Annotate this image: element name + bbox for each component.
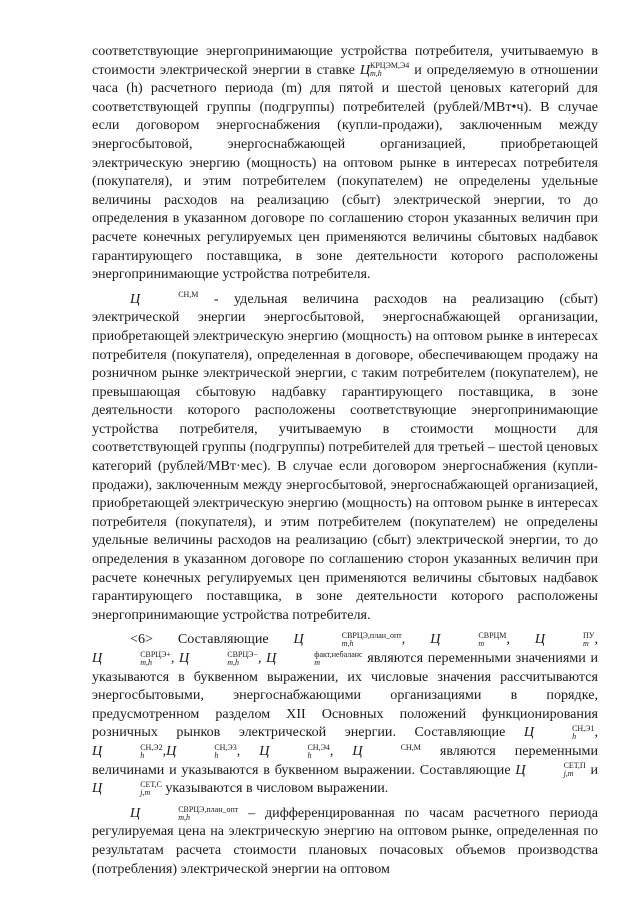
symbol-superscript: КРЦЭМ,Э4: [370, 61, 410, 71]
symbol-superscript: СВРЦЭ,план_опт: [178, 804, 239, 814]
document-body: [92, 42, 598, 878]
text-run: <6> Составляющие: [130, 631, 294, 648]
symbol-superscript: СН,Э1: [572, 724, 595, 734]
symbol-base: Ц: [352, 742, 363, 759]
symbol-subscript: m: [583, 639, 589, 649]
symbol-superscript: СН,Э4: [307, 742, 330, 752]
text-run: указываются в числовом выражении.: [161, 780, 389, 797]
symbol-base: Ц: [179, 650, 190, 666]
text-run: ,: [257, 650, 267, 666]
text-run: и определяемую в отношении часа (h) расчетного периода (m) для пятой и шестой ценовых категорий для соответствующей группы (подгруппы) потребителей (рублей/МВт•ч). В случае если договором энергоснабжения (купли-продажи), заключенным между энергосбытовой, энергоснабжающей организацией, приобретающей электрическую энергию (мощность) на оптовом рынке в интересах потребителя (покупателя), и этим потребителем (покупателем) не определены удельные величины расходов на реализацию (сбыт) электрической энергии, то до определения в указанном договоре по соглашению сторон указанных величин при расчете конечных регулируемых цен применяются величины сбытовых надбавок гарантирующего поставщика, в зоне деятельности которого расположены энергопринимающие устройства потребителя.: [92, 61, 598, 283]
symbol-subscript: m: [314, 657, 321, 667]
symbol-subscript: [363, 752, 421, 760]
paragraph-footnote-6: [92, 630, 598, 797]
symbol-superscript: СВРЦЭ+: [140, 649, 171, 659]
symbol-base: Ц: [534, 631, 546, 648]
symbol-base: Ц: [266, 650, 277, 666]
symbol-superscript: СН,Э2: [140, 742, 163, 752]
symbol-subscript: m,h: [370, 69, 382, 79]
symbol-superscript: СН,Э3: [214, 742, 237, 752]
text-run: ,: [401, 631, 431, 648]
text-run: – дифференцированная по часам расчетного периода регулируемая цена на электрическую энергию на оптовом рынке, определенная по результатам расчета стоимости плановых почасовых объемов производства (потребления) электрической энергии на оптовом: [92, 804, 598, 877]
symbol-superscript: СН,М: [178, 290, 199, 300]
symbol-subscript: h: [140, 750, 145, 760]
math-symbol: [535, 631, 595, 647]
symbol-subscript: m,h: [140, 657, 152, 667]
math-symbol: [130, 291, 198, 307]
text-run: ,: [170, 650, 180, 666]
text-run: - удельная величина расходов на реализацию (сбыт) электрической энергии энергосбытовой, энергоснабжающей организации, приобретающей электрическую энергию (мощность) на оптовом рынке в интересах потребителя (покупателя), определенная в договоре, обеспечивающем продажу на розничном рынке электрической энергии, с таким потребителем (покупателем), не превышающая сбытовую надбавку гарантирующего поставщика, в зоне деятельности которого расположены соответствующие энергопринимающие устройства потребителя, учитываемую в стоимости мощности для соответствующей группы (подгруппы) потребителей для третьей – шестой ценовых категорий (рублей/МВт·мес). В случае если договором энергоснабжения (купли-продажи), заключенным между энергосбытовой, энергоснабжающей организацией, приобретающей электрическую энергию (мощность) на оптовом рынке в интересах потребителя (покупателя), и этим потребителем (покупателем) не определены удельные величины расходов на реализацию (сбыт) электрической энергии, то до определения в указанном договоре по соглашению сторон указанных величин при расчете конечных регулируемых цен применяются величины сбытовых надбавок гарантирующего поставщика, в зоне деятельности которого расположены энергопринимающие устройства потребителя.: [92, 290, 598, 623]
symbol-subscript: m,h: [341, 639, 354, 649]
symbol-base: Ц: [359, 61, 371, 78]
symbol-superscript: СВРЦЭ−: [227, 649, 258, 659]
symbol-subscript: h: [214, 750, 219, 760]
text-run: ,: [162, 742, 167, 759]
symbol-superscript: СВРЦЭ,план_опт: [341, 631, 402, 641]
symbol-subscript: m,h: [178, 812, 190, 822]
symbol-subscript: m: [478, 639, 485, 649]
symbol-superscript: СЕТ,П: [563, 761, 586, 771]
math-symbol: [515, 762, 585, 778]
symbol-base: Ц: [92, 650, 103, 666]
paragraph-svrce-plan-definition: [92, 804, 598, 878]
symbol-base: Ц: [92, 780, 103, 797]
paragraph-ksrcem-definition: [92, 42, 598, 284]
text-run: соответствующие энергопринимающие устройства потребителя, учитываемую в стоимости электрической энергии в ставке: [92, 43, 598, 78]
symbol-superscript: СН,М: [400, 742, 421, 752]
symbol-subscript: j,m: [563, 769, 574, 779]
math-symbol: [266, 650, 363, 666]
math-symbol: [352, 743, 420, 759]
math-symbol: [166, 743, 237, 759]
text-run: и: [585, 761, 598, 778]
text-run: являются переменными значениями и указываются в буквенном выражении, их числовые значения рассчитываются энергосбытовыми, энергоснабжающими организациями в порядке, предусмотренном разделом XII Основных положений функционирования розничных рынков электрической энергии. Составляющие: [92, 650, 598, 741]
symbol-base: Ц: [166, 742, 177, 759]
symbol-superscript: ПУ: [583, 631, 595, 641]
paragraph-csn-m-definition: [92, 290, 598, 625]
math-symbol: [294, 631, 402, 647]
symbol-base: Ц: [515, 761, 526, 778]
text-run: ,: [236, 742, 260, 759]
symbol-subscript: j,m: [140, 787, 151, 797]
math-symbol: [524, 724, 595, 740]
math-symbol: [360, 62, 409, 78]
math-symbol: [92, 650, 171, 666]
math-symbol: [130, 805, 238, 821]
math-symbol: [92, 743, 163, 759]
symbol-superscript: СЕТ,С: [140, 779, 162, 789]
math-symbol: [92, 780, 162, 796]
text-run: являются переменными величинами и указываются в буквенном выражении. Составляющие: [92, 742, 599, 778]
symbol-base: Ц: [523, 724, 535, 741]
symbol-base: Ц: [92, 742, 103, 759]
symbol-base: Ц: [259, 742, 270, 759]
math-symbol: [430, 631, 506, 647]
text-run: ,: [594, 724, 598, 741]
symbol-base: Ц: [430, 631, 441, 648]
symbol-subscript: h: [307, 750, 312, 760]
math-symbol: [179, 650, 258, 666]
symbol-superscript: СВРЦМ: [478, 631, 507, 641]
symbol-subscript: [140, 299, 198, 307]
text-run: ,: [329, 742, 353, 759]
math-symbol: [259, 743, 330, 759]
text-run: ,: [506, 631, 535, 648]
symbol-base: Ц: [130, 290, 141, 307]
symbol-subscript: m,h: [227, 657, 240, 667]
symbol-superscript: факт,небаланс: [314, 649, 363, 659]
symbol-subscript: h: [572, 732, 577, 742]
symbol-base: Ц: [130, 804, 141, 821]
text-run: ,: [594, 631, 599, 648]
symbol-base: Ц: [293, 631, 304, 648]
